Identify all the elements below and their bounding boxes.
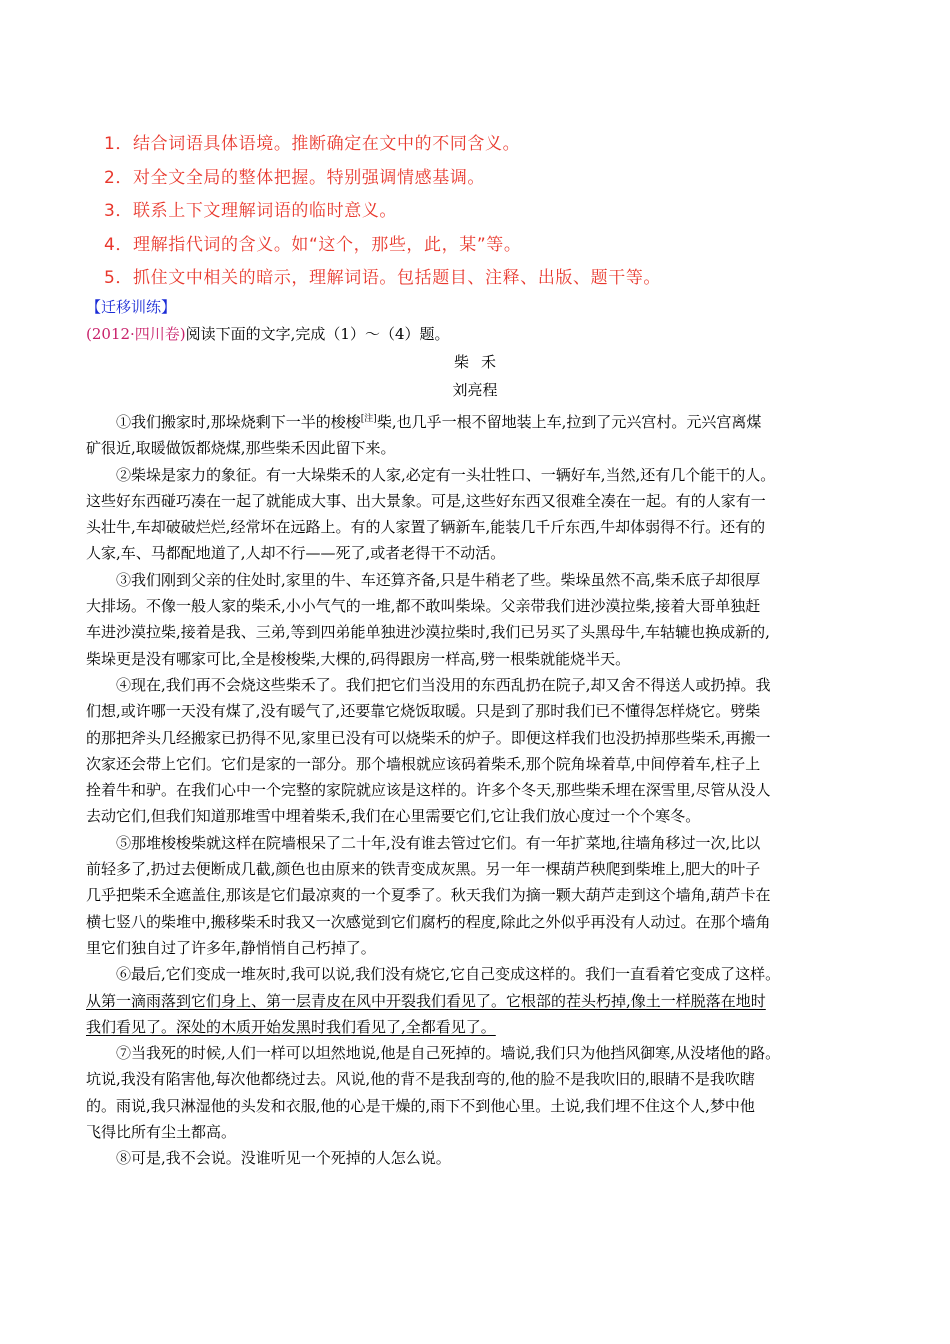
exercise-intro [86, 323, 450, 345]
paragraph-line: 几乎把柴禾全遮盖住,那该是它们最凉爽的一个夏季了。秋天我们为摘一颗大葫芦走到这个墙角,葫芦卡在 [86, 886, 771, 905]
paragraph-line: ⑦当我死的时候,人们一样可以坦然地说,他是自己死掉的。墙说,我们只为他挡风御寒,从没堵他的路。 [116, 1044, 781, 1063]
paragraph-line: 次家还会带上它们。它们是家的一部分。那个墙根就应该码着柴禾,那个院角垛着草,中间停着车,柱子上 [86, 754, 761, 773]
paragraph-line: 们想,或许哪一天没有煤了,没有暖气了,还要靠它烧饭取暖。只是到了那时我们已不懂得怎样烧它。劈柴 [86, 702, 761, 721]
paragraph-line: 横七竖八的柴堆中,搬移柴禾时我又一次感觉到它们腐朽的程度,除此之外似乎再没有人动过。在那个墙角 [86, 912, 771, 931]
tip-item: 1．结合词语具体语境。推断确定在文中的不同含义。 [104, 134, 521, 154]
tip-item: 2．对全文全局的整体把握。特别强调情感基调。 [104, 167, 486, 188]
paragraph-line: 矿很近,取暖做饭都烧煤,那些柴禾因此留下来。 [86, 439, 396, 458]
article-author: 刘亮程 [452, 381, 498, 399]
paragraph-6 [86, 961, 866, 1040]
paragraph-line-underlined: 从第一滴雨落到它们身上、第一层青皮在风中开裂我们看见了。它根部的茬头朽掉,像土一样脱落在地时 [86, 991, 766, 1010]
paragraph-line: 飞得比所有尘土都高。 [86, 1123, 237, 1142]
paragraph-line: 去动它们,但我们知道那堆雪中埋着柴禾,我们在心里需要它们,它让我们放心度过一个个寒冬。 [86, 807, 701, 826]
paragraph-line: ③我们刚到父亲的住处时,家里的牛、车还算齐备,只是牛稍老了些。柴垛虽然不高,柴禾底子却很厚 [116, 570, 761, 589]
paragraph-3 [86, 567, 866, 672]
paragraph-8 [86, 1145, 866, 1171]
paragraph-line: 人家,车、马都配地道了,人却不行——死了,或者老得干不动活。 [86, 544, 506, 563]
paragraph-line: 里它们独自过了许多年,静悄悄自己朽掉了。 [86, 938, 376, 957]
exercise-instruction: 阅读下面的文字,完成（1）～（4）题。 [185, 325, 450, 343]
paragraph-line: 的。雨说,我只淋湿他的头发和衣服,他的心是干燥的,雨下不到他心里。土说,我们埋不住这个人,梦中他 [86, 1096, 755, 1115]
footnote-marker: [注] [360, 414, 377, 424]
article-body [86, 406, 866, 1172]
paragraph-line: ①我们搬家时,那垛烧剩下一半的梭梭[注]柴,也几乎一根不留地装上车,拉到了元兴宫村。元兴宫离煤 [116, 413, 762, 431]
tip-item: 3．联系上下文理解词语的临时意义。 [104, 201, 398, 221]
paragraph-line: ④现在,我们再不会烧这些柴禾了。我们把它们当没用的东西乱扔在院子,却又舍不得送人或扔掉。我 [116, 675, 771, 694]
paragraph-line: 车进沙漠拉柴,接着是我、三弟,等到四弟能单独进沙漠拉柴时,我们已另买了头黑母牛,车轱辘也换成新的, [86, 623, 770, 642]
tip-item: 4．理解指代词的含义。如“这个，那些，此，某”等。 [104, 234, 522, 255]
paragraph-line: 大排场。不像一般人家的柴禾,小小气气的一堆,都不敢叫柴垛。父亲带我们进沙漠拉柴,接着大哥单独赶 [86, 597, 761, 616]
paragraph-5 [86, 830, 866, 961]
paragraph-1 [86, 406, 866, 462]
paragraph-line: 坑说,我没有陷害他,每次他都绕过去。风说,他的背不是我刮弯的,他的脸不是我吹旧的,眼睛不是我吹瞎 [86, 1070, 755, 1089]
paragraph-line: 的那把斧头几经搬家已扔得不见,家里已没有可以烧柴禾的炉子。即便这样我们也没扔掉那些柴禾,再搬一 [86, 728, 771, 747]
paragraph-line: ②柴垛是家力的象征。有一大垛柴禾的人家,必定有一头壮牲口、一辆好车,当然,还有几个能干的人。 [116, 465, 776, 484]
tips-list [104, 128, 864, 296]
paragraph-7 [86, 1040, 866, 1145]
paragraph-2 [86, 462, 866, 567]
paragraph-line: 头壮牛,车却破破烂烂,经常坏在远路上。有的人家置了辆新车,能装几千斤东西,牛却体弱得不行。还有的 [86, 518, 766, 537]
paragraph-line: 拴着牛和驴。在我们心中一个完整的家院就应该是这样的。许多个冬天,那些柴禾埋在深雪里,尽管从没人 [86, 781, 771, 800]
exercise-source: (2012·四川卷) [86, 325, 186, 343]
paragraph-line: ⑧可是,我不会说。没谁听见一个死掉的人怎么说。 [116, 1149, 451, 1168]
paragraph-line: 前轻多了,扔过去便断成几截,颜色也由原来的铁青变成灰黑。另一年一棵葫芦秧爬到柴堆上,肥大的叶子 [86, 860, 761, 879]
paragraph-line: ⑥最后,它们变成一堆灰时,我可以说,我们没有烧它,它自己变成这样的。我们一直看着它变成了这样。 [116, 965, 781, 984]
paragraph-line: ⑤那堆梭梭柴就这样在院墙根呆了二十年,没有谁去管过它们。有一年扩菜地,往墙角移过一次,比以 [116, 833, 761, 852]
tip-item: 5．抓住文中相关的暗示，理解词语。包括题目、注释、出版、题干等。 [104, 268, 662, 288]
paragraph-4 [86, 672, 866, 830]
section-heading: 【迁移训练】 [86, 298, 177, 316]
article-title: 柴禾 [453, 353, 508, 371]
paragraph-line: 这些好东西碰巧凑在一起了就能成大事、出大景象。可是,这些好东西又很难全凑在一起。有的人家有一 [86, 491, 766, 510]
paragraph-line-underlined: 我们看见了。深处的木质开始发黑时我们看见了,全都看见了。 [86, 1017, 496, 1036]
paragraph-line: 柴垛更是没有哪家可比,全是梭梭柴,大棵的,码得跟房一样高,劈一根柴就能烧半天。 [86, 649, 631, 668]
